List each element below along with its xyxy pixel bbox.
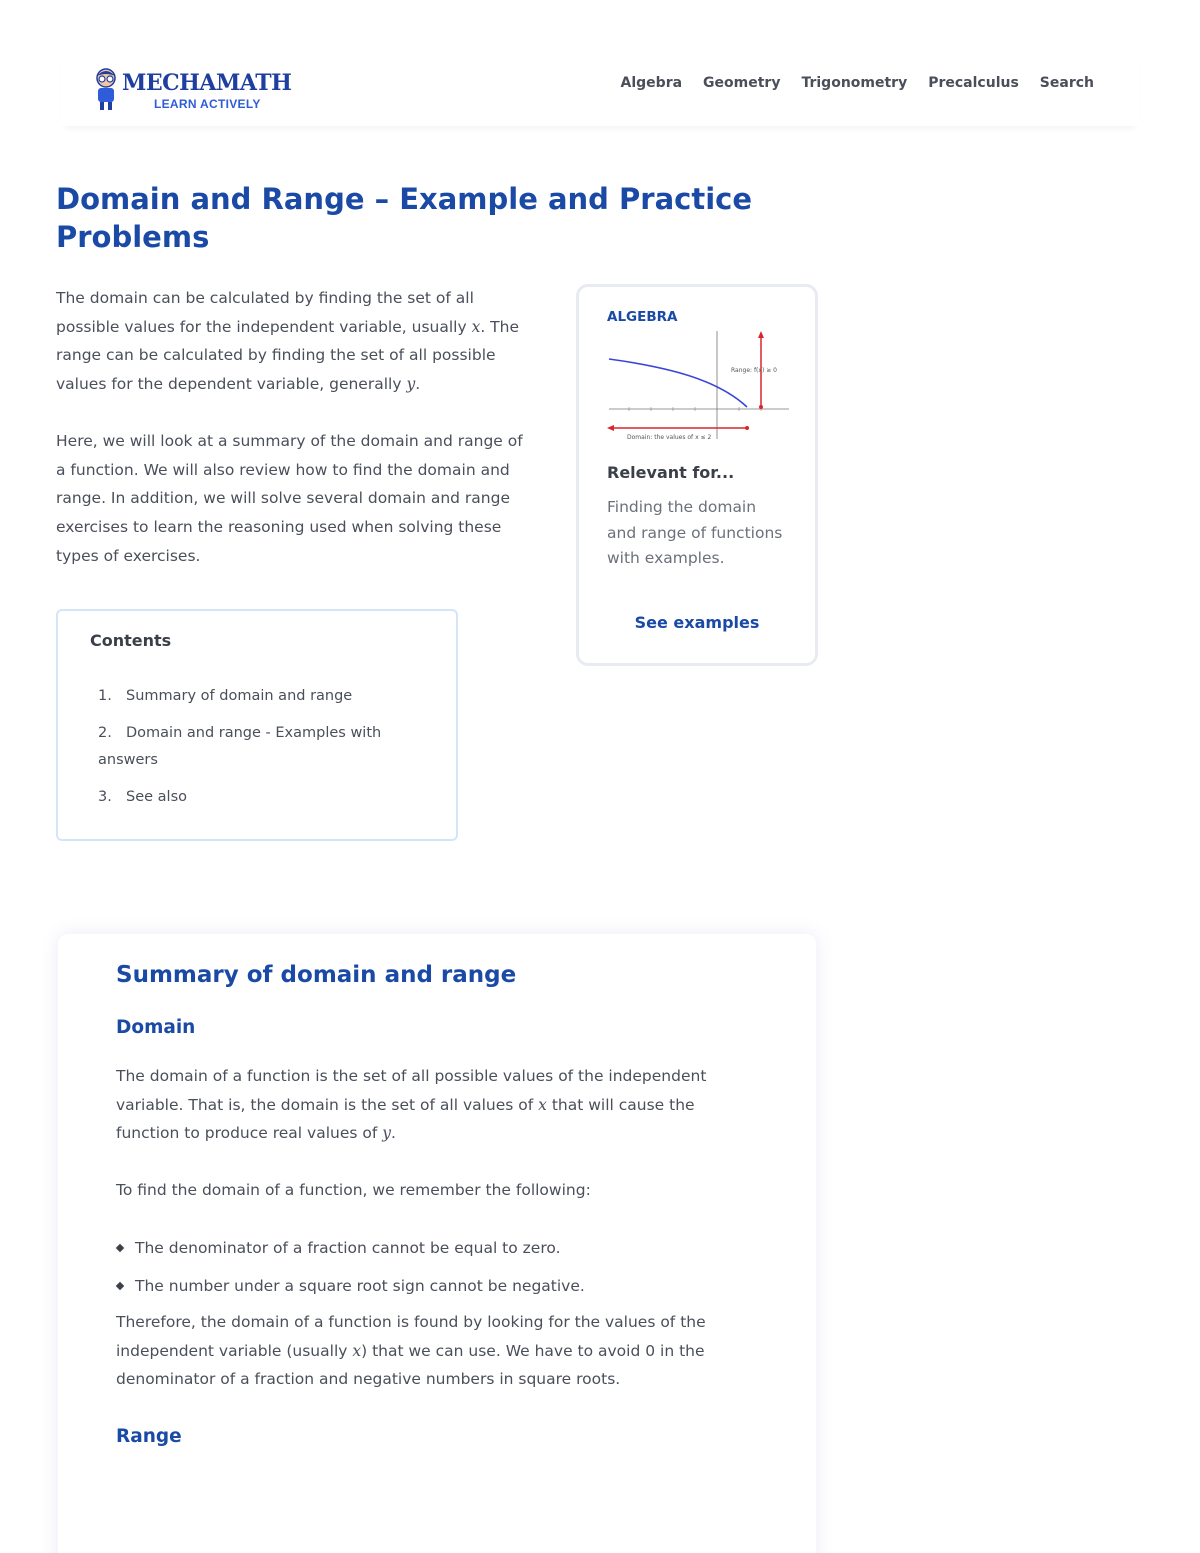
variable-x: x	[471, 317, 481, 336]
card-badge: ALGEBRA	[607, 309, 678, 325]
nav-precalculus[interactable]: Precalculus	[928, 75, 1019, 91]
intro-paragraph-1: The domain can be calculated by finding the set of all possible values for the independent variable, usually x. The range can be calculated by finding the set of all possible values for the dependent variable, generally y.	[56, 289, 519, 394]
nav-search[interactable]: Search	[1039, 75, 1094, 91]
nav-trigonometry[interactable]: Trigonometry	[801, 75, 908, 91]
graph-range-label: Range: f(x) ≥ 0	[731, 367, 777, 374]
see-examples-link[interactable]: See examples	[634, 613, 760, 632]
graph-domain-label: Domain: the values of x ≤ 2	[627, 434, 712, 441]
logo-title: MECHAMATH	[122, 70, 292, 96]
nav-algebra[interactable]: Algebra	[620, 75, 683, 91]
site-logo[interactable]	[92, 66, 312, 114]
table-of-contents	[56, 609, 458, 841]
toc-title: Contents	[90, 631, 172, 650]
intro-paragraph-2: Here, we will look at a summary of the domain and range of a function. We will also review how to find the domain and range. In addition, we will solve several domain and range exercises to learn the reasoning used when solving these types of exercises.	[56, 431, 523, 565]
relevant-card	[576, 284, 818, 666]
card-heading: Relevant for...	[607, 463, 735, 482]
toc-item[interactable]: 3. See also	[98, 789, 187, 805]
list-item: The number under a square root sign cannot be negative.	[116, 1272, 756, 1300]
main-nav	[621, 75, 1094, 91]
domain-range-graph	[607, 327, 793, 447]
intro-text	[56, 284, 536, 570]
domain-paragraph-3: Therefore, the domain of a function is found by looking for the values of the independent variable (usually x) that we can use. We have to avoid 0 in the denominator of a fraction and negative numbers in square roots.	[116, 1313, 706, 1389]
domain-paragraph-1: The domain of a function is the set of all possible values of the independent variable. That is, the domain is the set of all values of x that will cause the function to produce real values of y.	[116, 1067, 707, 1143]
card-text: Finding the domain and range of functions with examples.	[607, 498, 783, 567]
site-header	[60, 50, 1140, 126]
toc-item[interactable]: 1. Summary of domain and range	[98, 688, 353, 704]
domain-rules-list	[116, 1234, 756, 1310]
logo-subtitle: LEARN ACTIVELY	[154, 97, 261, 111]
summary-section	[58, 934, 816, 1553]
nav-geometry[interactable]: Geometry	[703, 75, 781, 91]
page-title: Domain and Range – Example and Practice Problems	[56, 182, 753, 254]
domain-heading: Domain	[116, 1017, 196, 1038]
toc-item[interactable]: 2. Domain and range - Examples with answers	[98, 725, 382, 768]
summary-title: Summary of domain and range	[116, 962, 517, 988]
mascot-icon	[92, 68, 120, 112]
domain-paragraph-2: To find the domain of a function, we remember the following:	[116, 1181, 591, 1199]
variable-y: y	[406, 375, 416, 394]
list-item: The denominator of a fraction cannot be equal to zero.	[116, 1234, 756, 1262]
range-heading: Range	[116, 1426, 182, 1447]
toc-list	[90, 683, 424, 811]
